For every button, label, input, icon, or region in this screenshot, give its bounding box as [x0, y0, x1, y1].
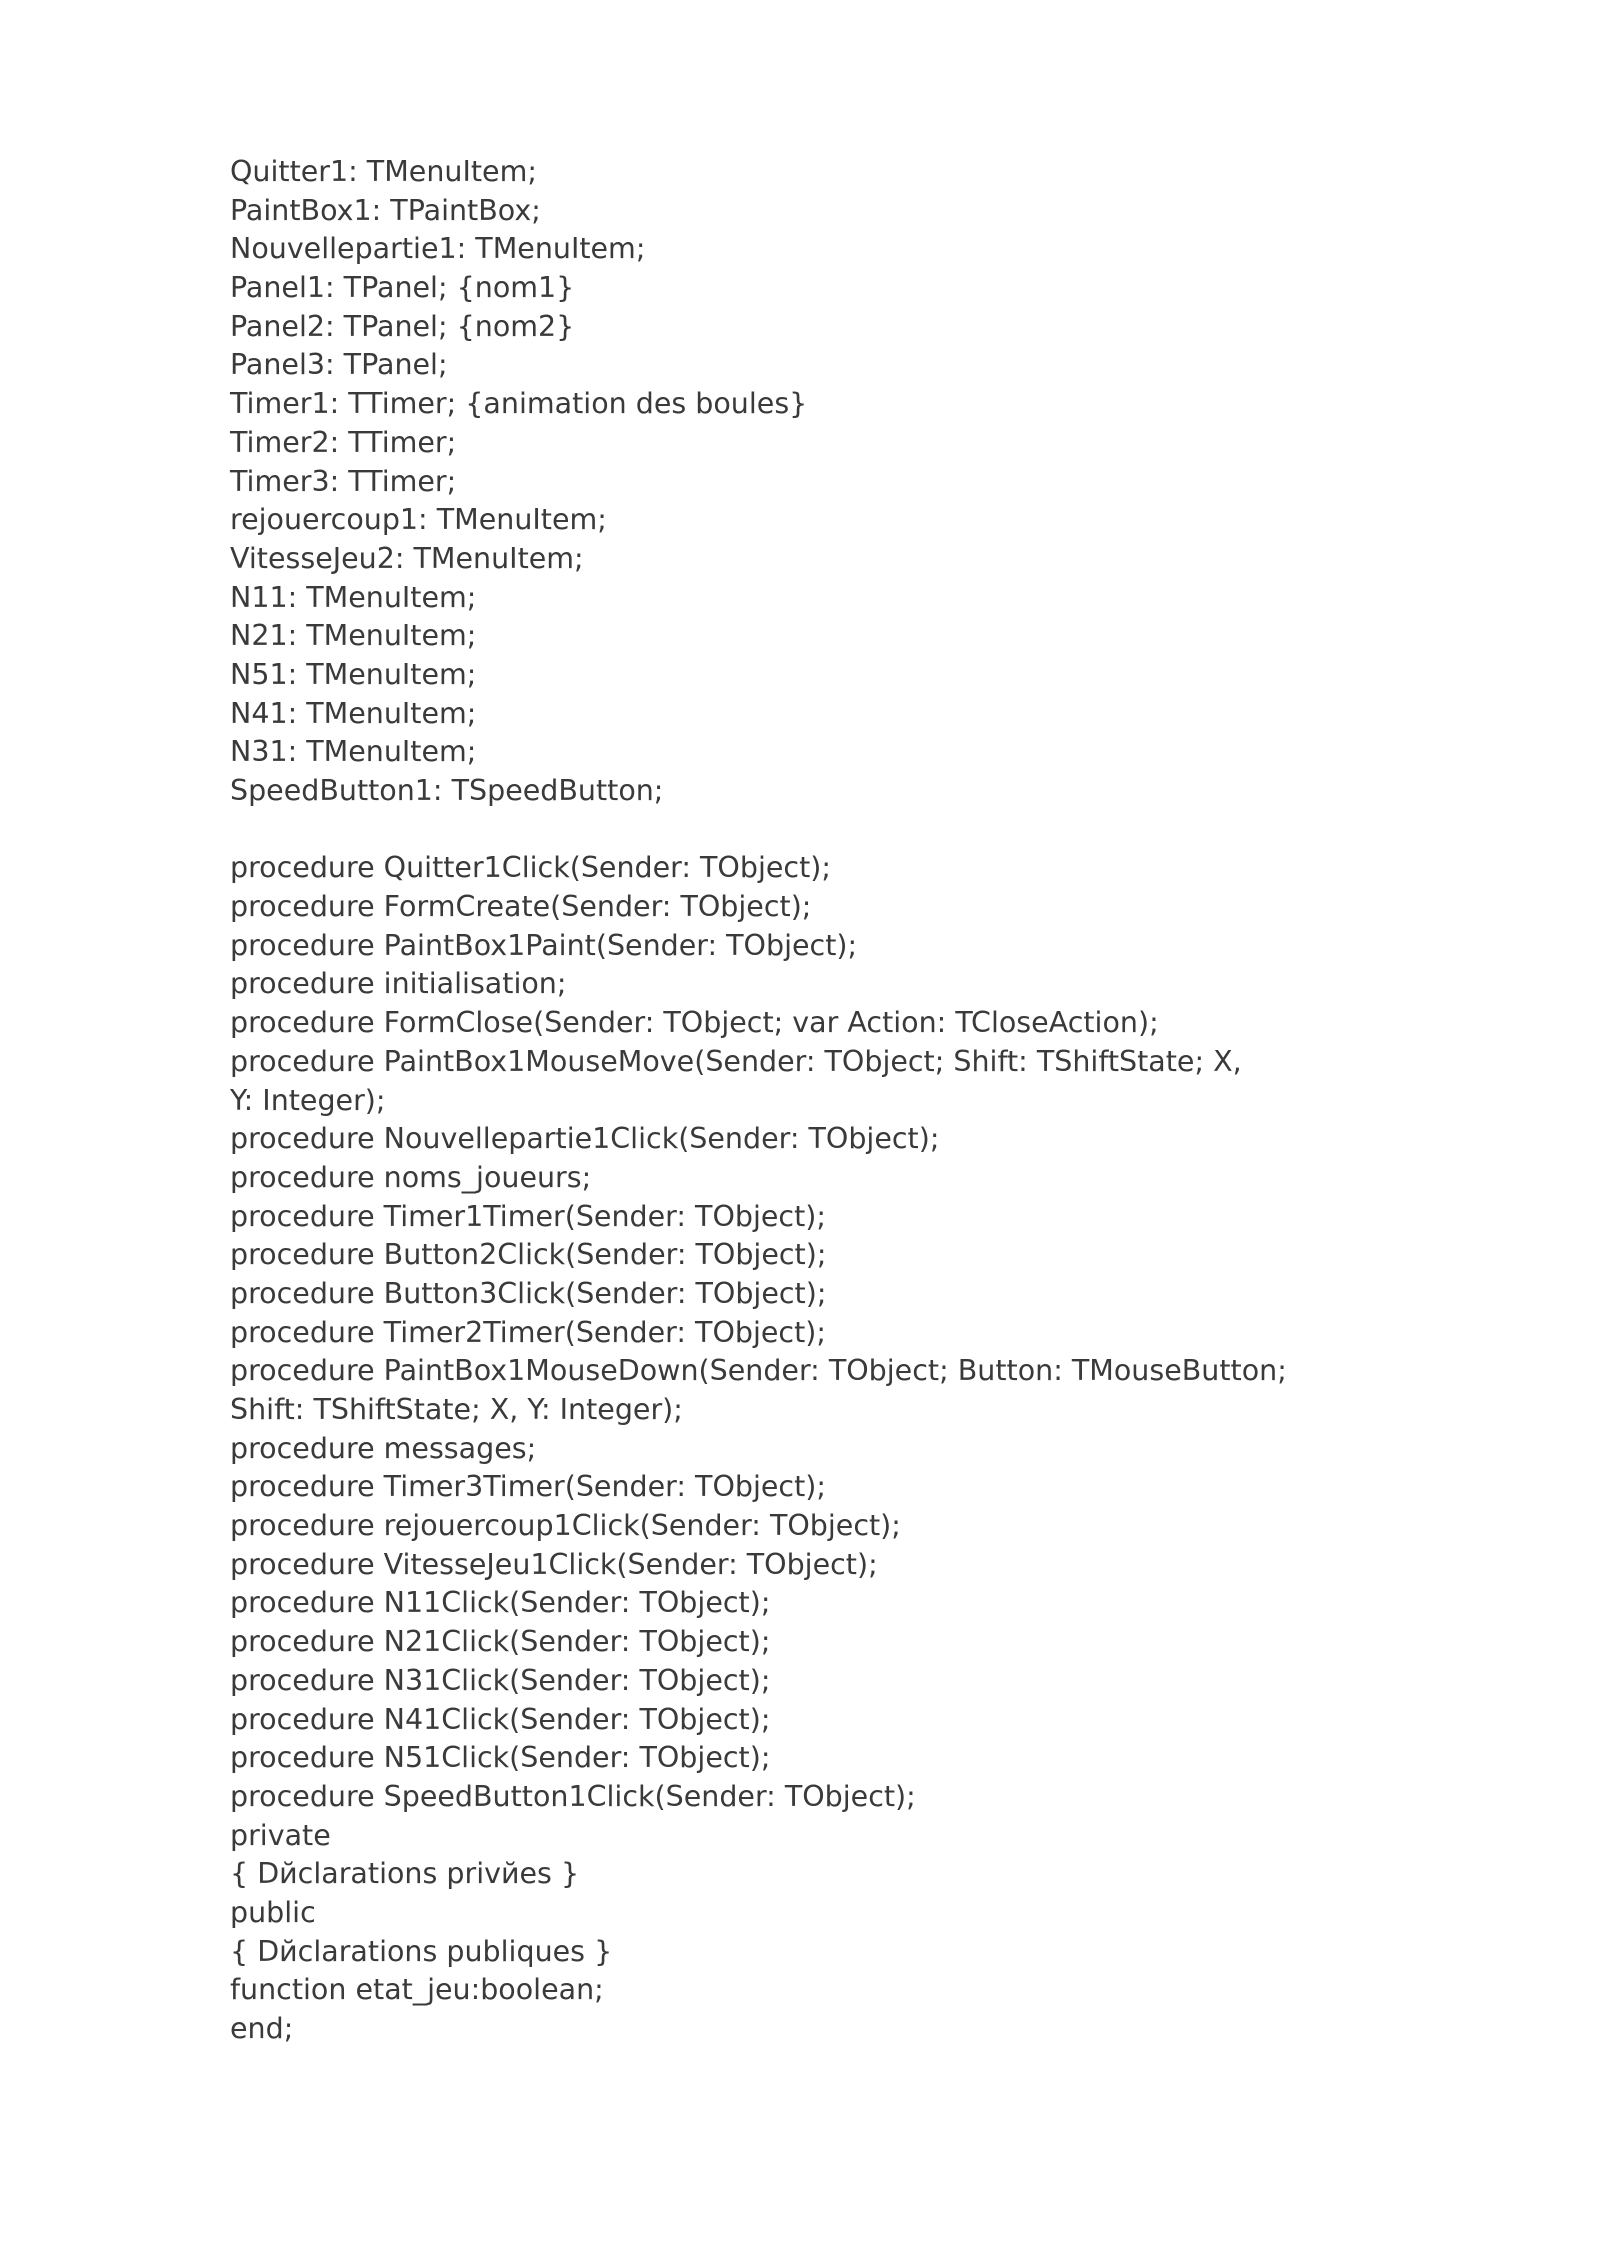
blank-line [230, 811, 1480, 850]
code-line: procedure PaintBox1MouseMove(Sender: TObject; Shift: TShiftState; X, [230, 1044, 1242, 1078]
code-comment: { Dйclarations publiques } [230, 1934, 613, 1968]
code-line: Quitter1: TMenuItem; [230, 155, 537, 188]
code-line: N51: TMenuItem; [230, 657, 477, 691]
code-line: procedure N31Click(Sender: TObject); [230, 1663, 771, 1697]
code-line: procedure N21Click(Sender: TObject); [230, 1625, 771, 1659]
code-line: VitesseJeu2: TMenuItem; [230, 541, 584, 575]
code-line: procedure VitesseJeu1Click(Sender: TObject); [230, 1547, 878, 1581]
code-line: procedure initialisation; [230, 967, 567, 1001]
code-line: procedure N41Click(Sender: TObject); [230, 1702, 771, 1736]
code-line: procedure Timer3Timer(Sender: TObject); [230, 1470, 826, 1504]
code-line: function etat_jeu:boolean; [230, 1973, 604, 2007]
code-line: rejouercoup1: TMenuItem; [230, 503, 607, 537]
code-listing [230, 153, 1480, 2049]
code-line: procedure PaintBox1MouseDown(Sender: TObject; Button: TMouseButton; [230, 1354, 1287, 1388]
procedures-section [230, 849, 1480, 2048]
code-line: Timer3: TTimer; [230, 464, 457, 498]
code-line: Shift: TShiftState; X, Y: Integer); [230, 1393, 683, 1426]
code-line: procedure FormCreate(Sender: TObject); [230, 890, 812, 924]
code-line: SpeedButton1: TSpeedButton; [230, 774, 664, 807]
code-line: procedure Timer1Timer(Sender: TObject); [230, 1199, 826, 1233]
code-line: N31: TMenuItem; [230, 735, 477, 769]
code-line: Panel1: TPanel; {nom1} [230, 271, 575, 305]
code-line: PaintBox1: TPaintBox; [230, 193, 541, 227]
code-comment: { Dйclarations privйes } [230, 1857, 580, 1891]
code-line: N11: TMenuItem; [230, 580, 477, 614]
public-keyword: public [230, 1895, 316, 1929]
code-line: Nouvellepartie1: TMenuItem; [230, 232, 646, 266]
code-line: procedure SpeedButton1Click(Sender: TObject); [230, 1779, 916, 1813]
code-line: N21: TMenuItem; [230, 619, 477, 653]
code-line: procedure messages; [230, 1431, 537, 1465]
end-keyword: end; [230, 2012, 294, 2045]
code-line: Panel2: TPanel; {nom2} [230, 309, 575, 343]
code-line: N41: TMenuItem; [230, 696, 477, 730]
code-line: procedure Nouvellepartie1Click(Sender: TObject); [230, 1122, 940, 1156]
code-line: procedure Timer2Timer(Sender: TObject); [230, 1315, 826, 1349]
code-line: Panel3: TPanel; [230, 348, 448, 382]
declarations-section [230, 153, 1480, 811]
code-line: procedure rejouercoup1Click(Sender: TObject); [230, 1509, 901, 1543]
code-line: procedure Button2Click(Sender: TObject); [230, 1238, 827, 1272]
code-line: procedure PaintBox1Paint(Sender: TObject); [230, 928, 858, 962]
code-line: procedure Quitter1Click(Sender: TObject); [230, 851, 831, 885]
code-line: procedure N11Click(Sender: TObject); [230, 1586, 771, 1620]
code-line: procedure noms_joueurs; [230, 1160, 592, 1194]
code-line: procedure Button3Click(Sender: TObject); [230, 1276, 827, 1310]
code-line: procedure N51Click(Sender: TObject); [230, 1741, 771, 1775]
code-line: procedure FormClose(Sender: TObject; var Action: TCloseAction); [230, 1006, 1159, 1040]
code-line: Timer1: TTimer; {animation des boules} [230, 387, 808, 421]
private-keyword: private [230, 1818, 331, 1852]
code-line: Y: Integer); [230, 1083, 386, 1117]
code-line: Timer2: TTimer; [230, 425, 457, 459]
